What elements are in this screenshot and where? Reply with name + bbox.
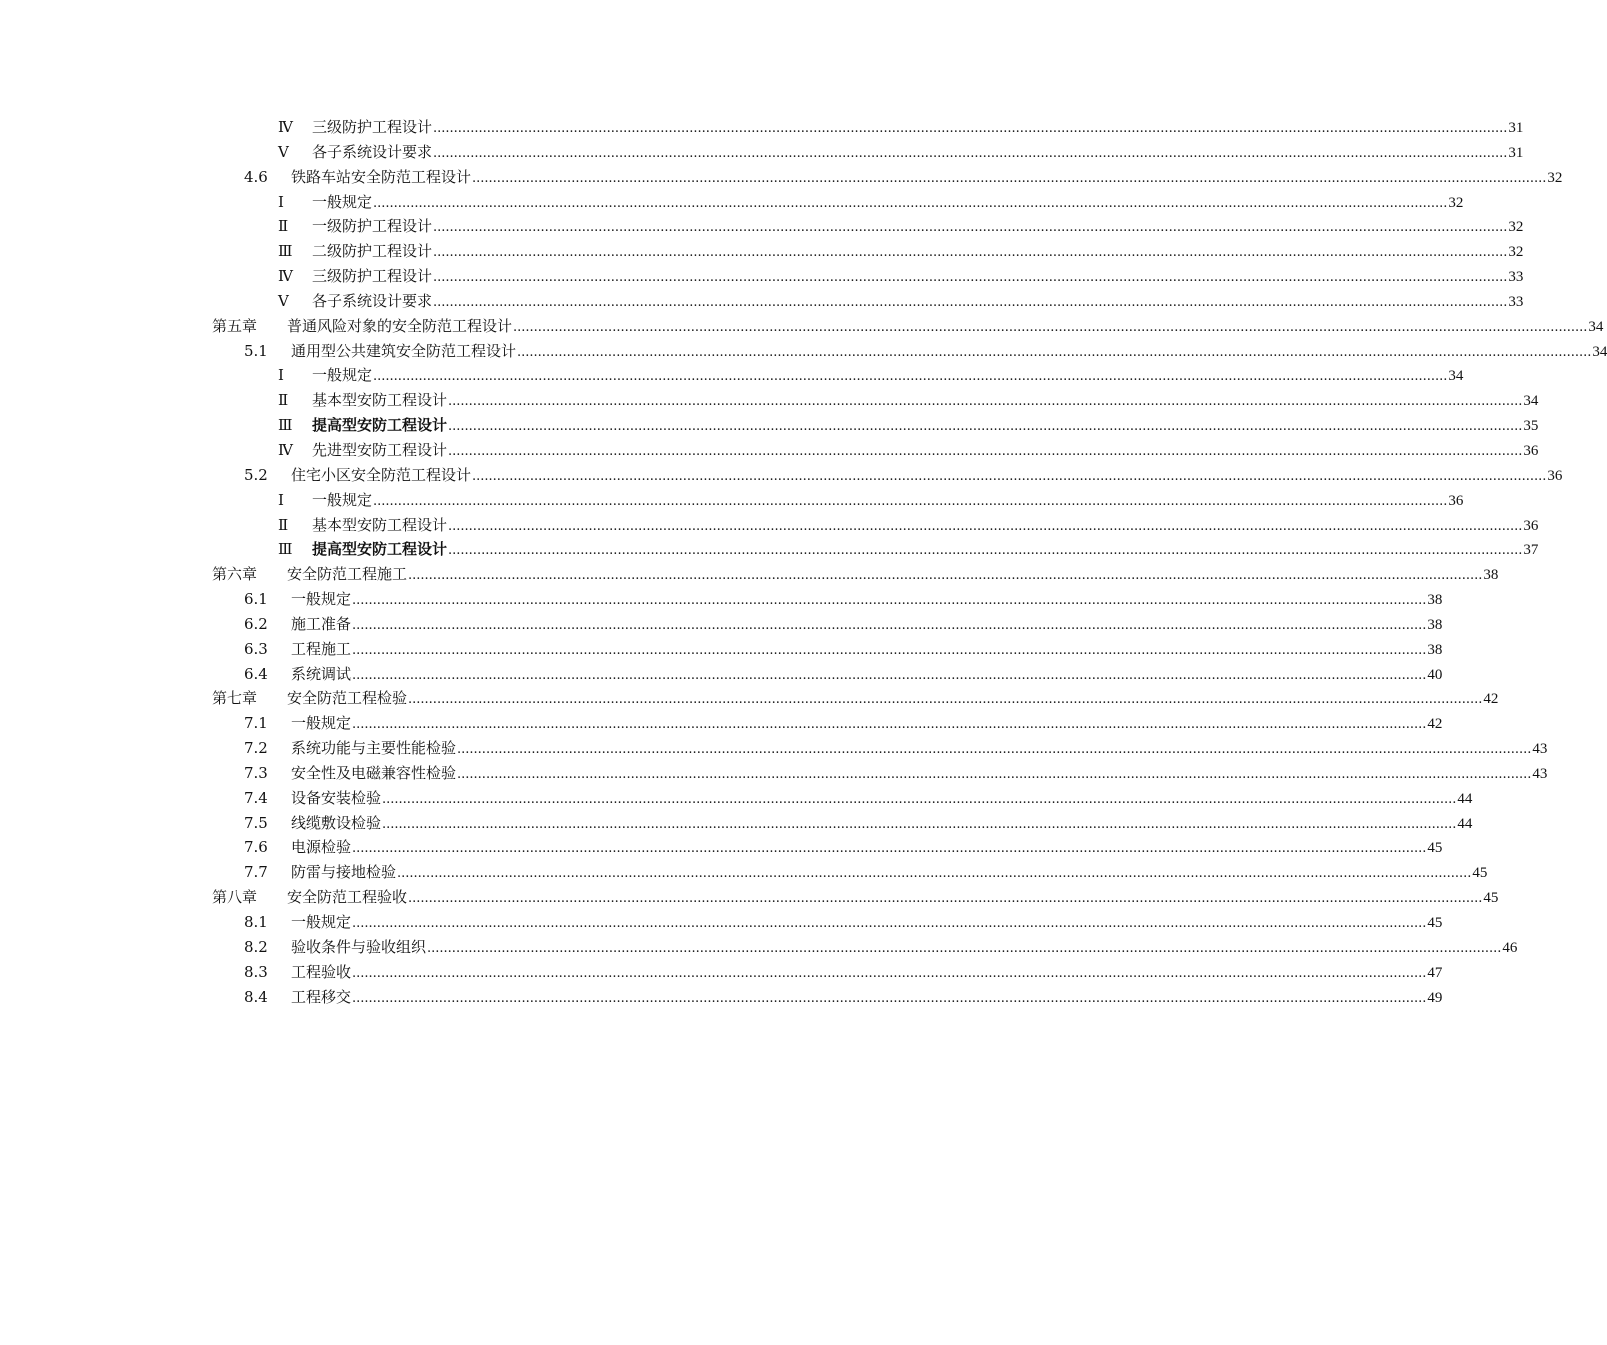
toc-entry-page-number: 44: [1457, 815, 1473, 832]
toc-entry-page-number: 38: [1427, 641, 1443, 658]
toc-entry-page-number: 31: [1508, 120, 1524, 136]
dot-leader: ....................................................................................................................................................................................................................................................................: [472, 468, 1547, 484]
toc-entry-chapter: [0, 686, 1499, 711]
dot-leader: ....................................................................................................................................................................................................................................................................: [382, 791, 1457, 807]
dot-leader: ....................................................................................................................................................................................................................................................................: [427, 940, 1502, 956]
toc-entry-body: [312, 190, 1464, 217]
toc-entry-sub: [0, 289, 1524, 314]
toc-entry-section: [0, 662, 1443, 687]
dot-leader: ....................................................................................................................................................................................................................................................................: [408, 891, 1483, 907]
toc-entry-section: [0, 711, 1443, 736]
toc-entry-page-number: 45: [1472, 865, 1488, 882]
toc-entry-title: 住宅小区安全防范工程设计: [291, 465, 472, 484]
toc-entry-body: [291, 985, 1443, 1012]
dot-leader: ....................................................................................................................................................................................................................................................................: [457, 766, 1532, 782]
toc-entry-body: [291, 960, 1443, 987]
toc-entry-title: 普通风险对象的安全防范工程设计: [287, 316, 513, 335]
toc-entry-sub: [0, 264, 1524, 289]
toc-entry-title: 施工准备: [291, 614, 352, 633]
toc-entry-chapter: [0, 562, 1499, 587]
toc-entry-page-number: 47: [1427, 964, 1443, 981]
toc-entry-body: [287, 314, 1604, 341]
toc-entry-page-number: 35: [1523, 418, 1539, 435]
dot-leader: ....................................................................................................................................................................................................................................................................: [373, 369, 1448, 385]
toc-entry-title: 安全防范工程检验: [287, 689, 408, 708]
toc-entry-number: 4.6: [244, 167, 268, 186]
dot-leader: ....................................................................................................................................................................................................................................................................: [448, 518, 1523, 534]
toc-entry-body: [291, 165, 1563, 192]
dot-leader: ....................................................................................................................................................................................................................................................................: [433, 220, 1508, 236]
toc-entry-page-number: 32: [1547, 169, 1563, 186]
toc-entry-number: 6.3: [244, 639, 268, 658]
toc-entry-number: Ⅳ: [278, 118, 293, 136]
toc-entry-title: 基本型安防工程设计: [312, 515, 448, 534]
toc-entry-body: [312, 513, 1539, 540]
dot-leader: ....................................................................................................................................................................................................................................................................: [352, 617, 1427, 633]
dot-leader: ....................................................................................................................................................................................................................................................................: [513, 319, 1588, 335]
toc-entry-title: 各子系统设计要求: [312, 142, 433, 161]
toc-entry-number: Ⅲ: [278, 540, 293, 559]
toc-entry-number: 第七章: [212, 689, 258, 708]
toc-entry-title: 基本型安防工程设计: [312, 391, 448, 410]
toc-entry-title: 线缆敷设检验: [291, 813, 382, 832]
dot-leader: ....................................................................................................................................................................................................................................................................: [448, 419, 1523, 435]
toc-entry-title: 一般规定: [291, 913, 352, 931]
toc-entry-number: Ⅳ: [278, 440, 293, 459]
toc-entry-page-number: 31: [1508, 144, 1524, 161]
toc-entry-title: 一般规定: [312, 192, 373, 211]
toc-entry-chapter: [0, 314, 1604, 339]
dot-leader: ....................................................................................................................................................................................................................................................................: [352, 990, 1427, 1006]
toc-entry-number: 7.1: [244, 714, 268, 733]
toc-entry-body: [312, 115, 1524, 142]
toc-entry-page-number: 40: [1427, 666, 1443, 683]
toc-entry-section: [0, 165, 1563, 190]
toc-entry-page-number: 42: [1427, 716, 1443, 733]
toc-entry-title: 工程移交: [291, 987, 352, 1006]
toc-entry-page-number: 33: [1508, 269, 1524, 286]
toc-entry-sub: [0, 140, 1524, 165]
toc-entry-section: [0, 463, 1563, 488]
toc-entry-title: 安全防范工程验收: [287, 888, 408, 907]
toc-entry-title: 验收条件与验收组织: [291, 937, 427, 956]
toc-entry-number: Ⅱ: [278, 515, 289, 534]
dot-leader: ....................................................................................................................................................................................................................................................................: [448, 394, 1523, 410]
toc-entry-title: 一般规定: [291, 714, 352, 733]
toc-entry-page-number: 34: [1448, 368, 1464, 385]
toc-entry-number: Ⅲ: [278, 416, 293, 435]
toc-entry-number: Ⅲ: [278, 242, 293, 261]
toc-entry-body: [312, 289, 1524, 316]
toc-entry-number: 6.2: [244, 614, 268, 633]
toc-entry-page-number: 32: [1448, 194, 1464, 211]
toc-entry-page-number: 43: [1532, 741, 1548, 758]
toc-entry-number: 5.2: [244, 465, 268, 484]
toc-entry-number: 第六章: [212, 565, 258, 584]
toc-entry-number: Ⅰ: [278, 490, 284, 509]
toc-entry-sub: [0, 438, 1539, 463]
toc-entry-title: 各子系统设计要求: [312, 291, 433, 310]
toc-entry-body: [291, 463, 1563, 490]
toc-entry-body: [291, 811, 1473, 838]
toc-entry-number: 8.2: [244, 937, 268, 956]
toc-entry-title: 先进型安防工程设计: [312, 440, 448, 459]
dot-leader: ....................................................................................................................................................................................................................................................................: [352, 667, 1427, 683]
toc-entry-page-number: 46: [1502, 939, 1518, 956]
dot-leader: ....................................................................................................................................................................................................................................................................: [382, 816, 1457, 832]
toc-entry-number: 6.1: [244, 590, 268, 609]
toc-entry-title: 系统功能与主要性能检验: [291, 739, 457, 758]
toc-entry-page-number: 49: [1427, 989, 1443, 1006]
toc-entry-body: [312, 264, 1524, 291]
dot-leader: ....................................................................................................................................................................................................................................................................: [433, 294, 1508, 310]
toc-entry-body: [291, 786, 1473, 813]
toc-entry-number: 8.1: [244, 913, 268, 931]
toc-entry-number: 5.1: [244, 341, 268, 360]
toc-entry-sub: [0, 190, 1464, 215]
toc-entry-title: 一级防护工程设计: [312, 217, 433, 236]
toc-entry-title: 通用型公共建筑安全防范工程设计: [291, 341, 517, 360]
toc-entry-body: [291, 736, 1548, 763]
toc-entry-body: [291, 910, 1443, 937]
toc-entry-page-number: 45: [1427, 915, 1443, 931]
dot-leader: ....................................................................................................................................................................................................................................................................: [433, 145, 1508, 161]
toc-entry-sub: [0, 537, 1539, 562]
toc-entry-body: [312, 363, 1464, 390]
toc-entry-title: 铁路车站安全防范工程设计: [291, 167, 472, 186]
toc-entry-title: 工程施工: [291, 639, 352, 658]
toc-entry-section: [0, 736, 1548, 761]
toc-entry-body: [291, 612, 1443, 639]
toc-entry-title: 提高型安防工程设计: [312, 416, 448, 435]
toc-entry-body: [291, 935, 1518, 962]
toc-entry-section: [0, 811, 1473, 836]
toc-entry-page-number: 33: [1508, 293, 1524, 310]
dot-leader: ....................................................................................................................................................................................................................................................................: [448, 543, 1523, 559]
toc-entry-body: [291, 711, 1443, 738]
toc-entry-page-number: 43: [1532, 765, 1548, 782]
toc-entry-page-number: 44: [1457, 790, 1473, 807]
dot-leader: ....................................................................................................................................................................................................................................................................: [517, 344, 1592, 360]
toc-entry-page-number: 36: [1448, 492, 1464, 509]
toc-entry-section: [0, 587, 1443, 612]
toc-entry-number: 7.5: [244, 813, 268, 832]
toc-entry-page-number: 32: [1508, 219, 1524, 236]
toc-entry-sub: [0, 239, 1524, 264]
toc-entry-body: [291, 835, 1443, 862]
toc-entry-number: 7.7: [244, 863, 268, 882]
toc-entry-title: 设备安装检验: [291, 788, 382, 807]
toc-entry-title: 安全防范工程施工: [287, 565, 408, 584]
toc-entry-number: Ⅰ: [278, 192, 284, 211]
toc-entry-title: 提高型安防工程设计: [312, 540, 448, 559]
toc-entry-page-number: 34: [1588, 318, 1604, 335]
toc-entry-page-number: 37: [1523, 542, 1539, 559]
dot-leader: ....................................................................................................................................................................................................................................................................: [433, 270, 1508, 286]
dot-leader: ....................................................................................................................................................................................................................................................................: [352, 642, 1427, 658]
toc-entry-title: 二级防护工程设计: [312, 242, 433, 261]
toc-entry-sub: [0, 513, 1539, 538]
toc-entry-body: [312, 413, 1539, 440]
toc-entry-body: [312, 140, 1524, 167]
toc-entry-body: [287, 885, 1499, 912]
toc-entry-title: 一般规定: [291, 590, 352, 609]
toc-entry-number: 6.4: [244, 664, 268, 683]
toc-entry-body: [291, 339, 1607, 366]
dot-leader: ....................................................................................................................................................................................................................................................................: [408, 692, 1483, 708]
toc-entry-body: [312, 388, 1539, 415]
toc-entry-sub: [0, 413, 1539, 438]
toc-entry-page-number: 45: [1427, 840, 1443, 857]
dot-leader: ....................................................................................................................................................................................................................................................................: [352, 593, 1427, 609]
toc-entry-title: 一般规定: [312, 490, 373, 509]
dot-leader: ....................................................................................................................................................................................................................................................................: [472, 170, 1547, 186]
toc-entry-body: [291, 860, 1488, 887]
toc-entry-title: 一般规定: [312, 366, 373, 385]
toc-entry-body: [291, 637, 1443, 664]
toc-entry-section: [0, 985, 1443, 1010]
toc-entry-page-number: 36: [1523, 442, 1539, 459]
toc-entry-sub: [0, 388, 1539, 413]
dot-leader: ....................................................................................................................................................................................................................................................................: [352, 841, 1427, 857]
toc-entry-section: [0, 835, 1443, 860]
toc-entry-section: [0, 786, 1473, 811]
toc-entry-body: [291, 587, 1443, 614]
toc-entry-sub: [0, 214, 1524, 239]
toc-entry-number: 7.3: [244, 763, 268, 782]
dot-leader: ....................................................................................................................................................................................................................................................................: [352, 717, 1427, 733]
toc-entry-number: 7.6: [244, 838, 268, 857]
toc-entry-body: [312, 214, 1524, 241]
toc-entry-section: [0, 761, 1548, 786]
dot-leader: ....................................................................................................................................................................................................................................................................: [448, 443, 1523, 459]
toc-entry-page-number: 34: [1523, 393, 1539, 410]
toc-entry-body: [312, 488, 1464, 515]
toc-entry-number: 第八章: [212, 888, 258, 907]
toc-entry-page-number: 45: [1483, 890, 1499, 907]
toc-entry-number: 第五章: [212, 316, 258, 335]
toc-entry-title: 防雷与接地检验: [291, 863, 397, 882]
toc-entry-section: [0, 637, 1443, 662]
toc-entry-title: 系统调试: [291, 664, 352, 683]
toc-entry-sub: [0, 363, 1464, 388]
toc-entry-body: [312, 438, 1539, 465]
toc-entry-page-number: 32: [1508, 244, 1524, 261]
toc-entry-page-number: 36: [1523, 517, 1539, 534]
dot-leader: ....................................................................................................................................................................................................................................................................: [352, 965, 1427, 981]
dot-leader: ....................................................................................................................................................................................................................................................................: [352, 916, 1427, 931]
toc-entry-title: 工程验收: [291, 962, 352, 981]
dot-leader: ....................................................................................................................................................................................................................................................................: [373, 493, 1448, 509]
toc-entry-number: 8.4: [244, 987, 268, 1006]
toc-entry-section: [0, 339, 1607, 364]
dot-leader: ....................................................................................................................................................................................................................................................................: [408, 568, 1483, 584]
toc-entry-page-number: 38: [1427, 616, 1443, 633]
dot-leader: ....................................................................................................................................................................................................................................................................: [433, 245, 1508, 261]
toc-entry-sub: [0, 488, 1464, 513]
toc-entry-section: [0, 935, 1518, 960]
toc-entry-body: [291, 662, 1443, 689]
toc-entry-body: [312, 537, 1539, 564]
dot-leader: ....................................................................................................................................................................................................................................................................: [457, 742, 1532, 758]
toc-entry-page-number: 36: [1547, 467, 1563, 484]
toc-entry-section: [0, 860, 1488, 885]
toc-entry-sub: [0, 115, 1524, 140]
toc-entry-number: Ⅴ: [278, 291, 289, 310]
toc-entry-title: 三级防护工程设计: [312, 267, 433, 286]
toc-entry-section: [0, 960, 1443, 985]
toc-entry-page-number: 38: [1483, 567, 1499, 584]
toc-entry-title: 电源检验: [291, 838, 352, 857]
toc-entry-number: 7.4: [244, 788, 268, 807]
toc-entry-body: [312, 239, 1524, 266]
toc-entry-body: [291, 761, 1548, 788]
dot-leader: ....................................................................................................................................................................................................................................................................: [397, 866, 1472, 882]
toc-entry-title: 三级防护工程设计: [312, 118, 433, 136]
dot-leader: ....................................................................................................................................................................................................................................................................: [433, 121, 1508, 136]
toc-entry-number: Ⅱ: [278, 217, 289, 236]
toc-entry-section: [0, 910, 1443, 935]
toc-entry-chapter: [0, 885, 1499, 910]
toc-entry-page-number: 38: [1427, 592, 1443, 609]
toc-entry-body: [287, 686, 1499, 713]
table-of-contents: [0, 115, 1607, 1009]
dot-leader: ....................................................................................................................................................................................................................................................................: [373, 195, 1448, 211]
toc-entry-number: 8.3: [244, 962, 268, 981]
toc-entry-section: [0, 612, 1443, 637]
toc-entry-number: Ⅳ: [278, 267, 293, 286]
toc-entry-page-number: 34: [1592, 343, 1607, 360]
toc-entry-number: Ⅰ: [278, 366, 284, 385]
toc-entry-number: Ⅱ: [278, 391, 289, 410]
toc-entry-page-number: 42: [1483, 691, 1499, 708]
toc-entry-number: Ⅴ: [278, 142, 289, 161]
toc-entry-body: [287, 562, 1499, 589]
toc-entry-number: 7.2: [244, 739, 268, 758]
toc-entry-title: 安全性及电磁兼容性检验: [291, 763, 457, 782]
